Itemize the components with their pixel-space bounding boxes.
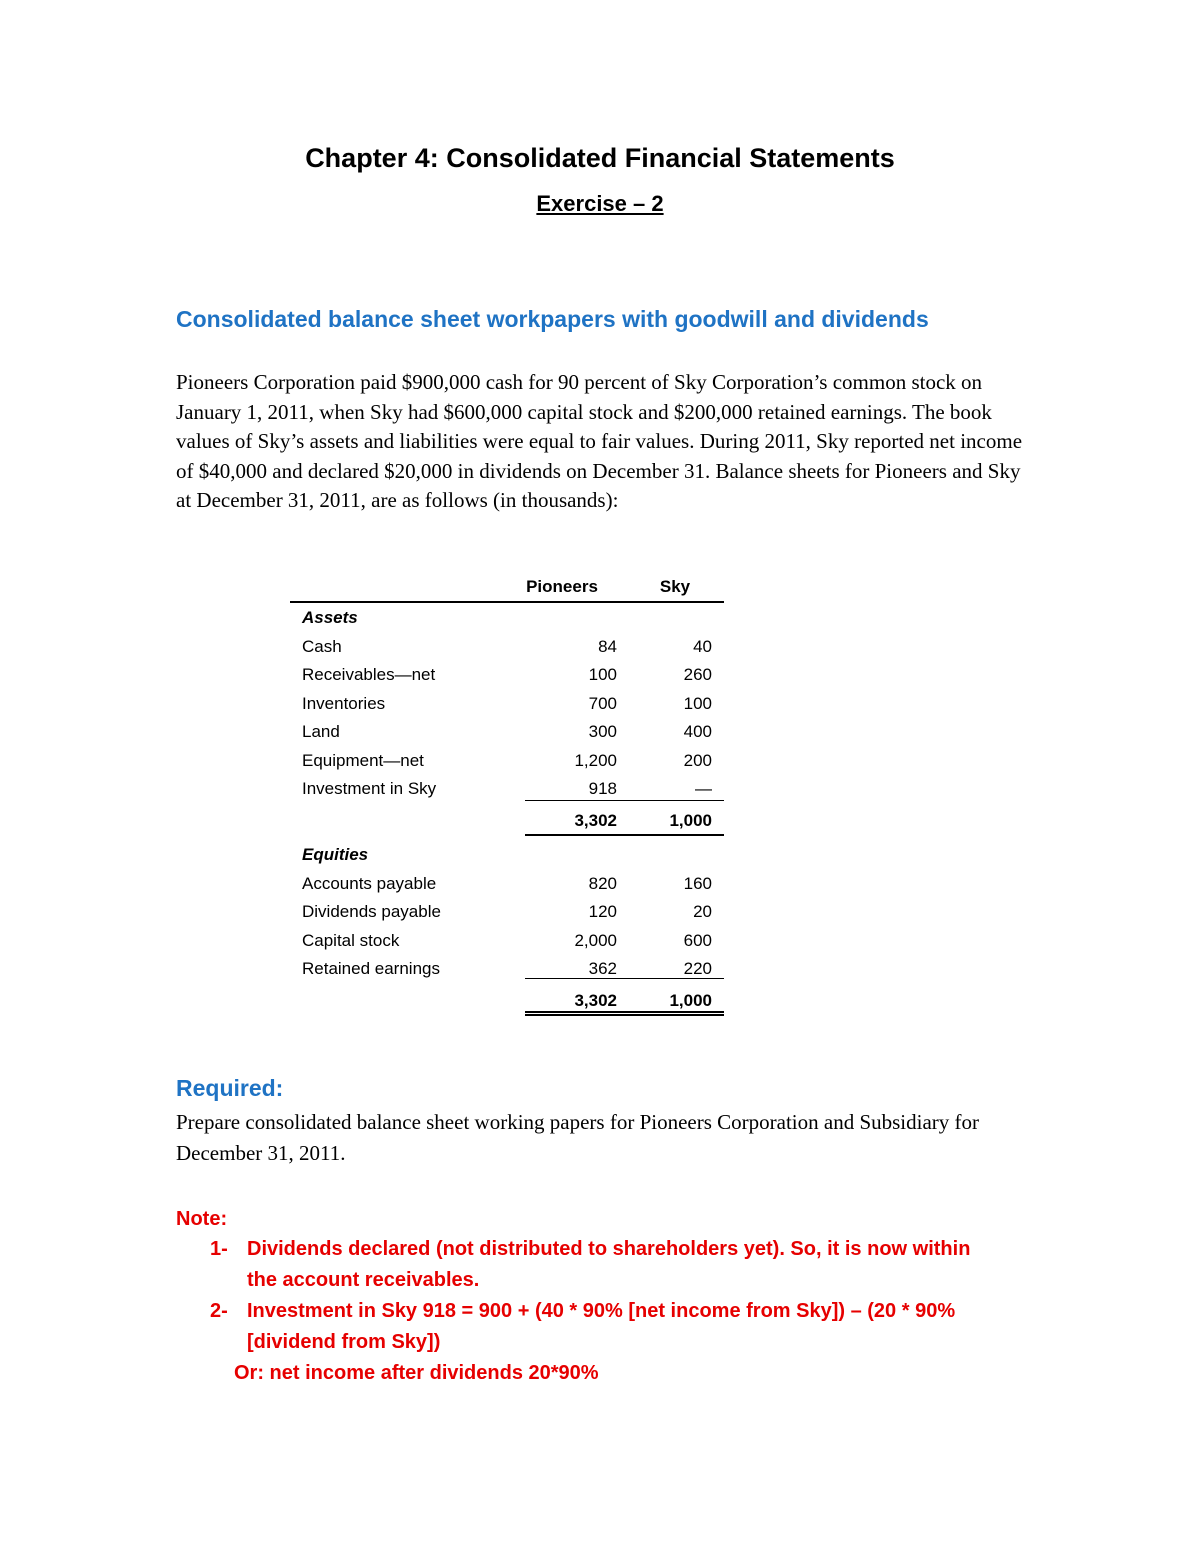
- sky-value: 400: [683, 722, 712, 741]
- pioneers-value: 2,000: [574, 930, 617, 950]
- row-label: Capital stock: [302, 930, 400, 950]
- note-line: Investment in Sky 918 = 900 + (40 * 90% [net income from Sky]) – (20 * 90%: [247, 1300, 956, 1322]
- balance-sheet-table: [290, 575, 724, 1014]
- double-total-rule-top: [525, 1011, 724, 1013]
- note-line: Dividends declared (not distributed to shareholders yet). So, it is now within: [247, 1238, 971, 1260]
- note-number: 1-: [210, 1238, 228, 1260]
- table-row: [290, 926, 724, 955]
- sky-value: 160: [683, 873, 712, 893]
- problem-text: Pioneers Corporation paid $900,000 cash for 90 percent of Sky Corporation’s common stock on January 1, 2011, when Sky had $600,000 capital stock and $200,000 retained earnings. The book values of Sky’s assets and liabilities were equal to fair values. During 2011, Sky reported net income of $40,000 and declared $20,000 in dividends on December 31. Balance sheets for Pioneers and Sky at December 31, 2011, are as follows (in thousands):: [176, 370, 1023, 512]
- pioneers-value: 100: [588, 665, 617, 684]
- total-rule: [525, 834, 724, 836]
- subtotal-rule: [525, 978, 724, 979]
- note-line: [dividend from Sky]): [247, 1331, 441, 1353]
- subtotal-rule: [525, 800, 724, 801]
- pioneers-value: 120: [588, 902, 617, 921]
- pioneers-total: 3,302: [574, 810, 617, 830]
- sky-value: 40: [693, 636, 712, 656]
- sky-value: 20: [693, 902, 712, 921]
- pioneers-value: 300: [588, 722, 617, 741]
- required-text: Prepare consolidated balance sheet working papers for Pioneers Corporation and Subsidiary for December 31, 2011.: [176, 1110, 980, 1165]
- row-label: Equipment—net: [302, 750, 424, 770]
- table-row: [290, 869, 724, 898]
- double-total-rule-bottom: [525, 1014, 724, 1016]
- page-title: Chapter 4: Consolidated Financial Statements: [305, 143, 895, 173]
- assets-section-label: Assets: [302, 608, 358, 627]
- sky-value: 220: [683, 959, 712, 978]
- pioneers-value: 362: [588, 959, 617, 978]
- section-heading: Consolidated balance sheet workpapers with goodwill and dividends: [176, 306, 929, 332]
- sky-total: 1,000: [669, 810, 712, 830]
- sky-value: —: [695, 779, 712, 798]
- pioneers-value: 1,200: [574, 750, 617, 770]
- sky-value: 100: [683, 693, 712, 713]
- sky-value: 200: [683, 750, 712, 770]
- note-label: Note:: [176, 1208, 228, 1230]
- assets-total-row: [290, 806, 724, 835]
- row-label: Inventories: [302, 693, 386, 713]
- equities-section-label: Equities: [302, 845, 369, 864]
- pioneers-value: 700: [588, 693, 617, 713]
- table-row: [290, 897, 724, 926]
- row-label: Dividends payable: [302, 902, 441, 921]
- table-row: [290, 689, 724, 718]
- pioneers-total: 3,302: [574, 990, 617, 1010]
- pioneers-value: 84: [598, 636, 617, 656]
- column-header-sky: Sky: [659, 577, 691, 596]
- column-header-pioneers: Pioneers: [526, 577, 598, 596]
- note-line: the account receivables.: [247, 1269, 480, 1291]
- table-row: [290, 746, 724, 775]
- note-number: 2-: [210, 1300, 228, 1322]
- table-row: [290, 660, 724, 689]
- row-label: Investment in Sky: [302, 779, 437, 798]
- required-heading: Required:: [176, 1075, 284, 1101]
- sky-total: 1,000: [669, 990, 712, 1010]
- sky-value: 260: [683, 665, 712, 684]
- table-header: [290, 575, 724, 603]
- row-label: Retained earnings: [302, 959, 440, 978]
- table-row: [290, 632, 724, 661]
- exercise-subtitle: Exercise – 2: [536, 191, 664, 216]
- table-row: [290, 717, 724, 746]
- pioneers-value: 918: [588, 779, 617, 798]
- pioneers-value: 820: [588, 873, 617, 893]
- sky-value: 600: [683, 930, 712, 950]
- row-label: Receivables—net: [302, 665, 436, 684]
- equities-total-row: [290, 986, 724, 1015]
- note-extra: Or: net income after dividends 20*90%: [234, 1362, 599, 1384]
- row-label: Cash: [302, 636, 342, 656]
- row-label: Land: [302, 722, 340, 741]
- table-row: [290, 774, 724, 803]
- row-label: Accounts payable: [302, 873, 437, 893]
